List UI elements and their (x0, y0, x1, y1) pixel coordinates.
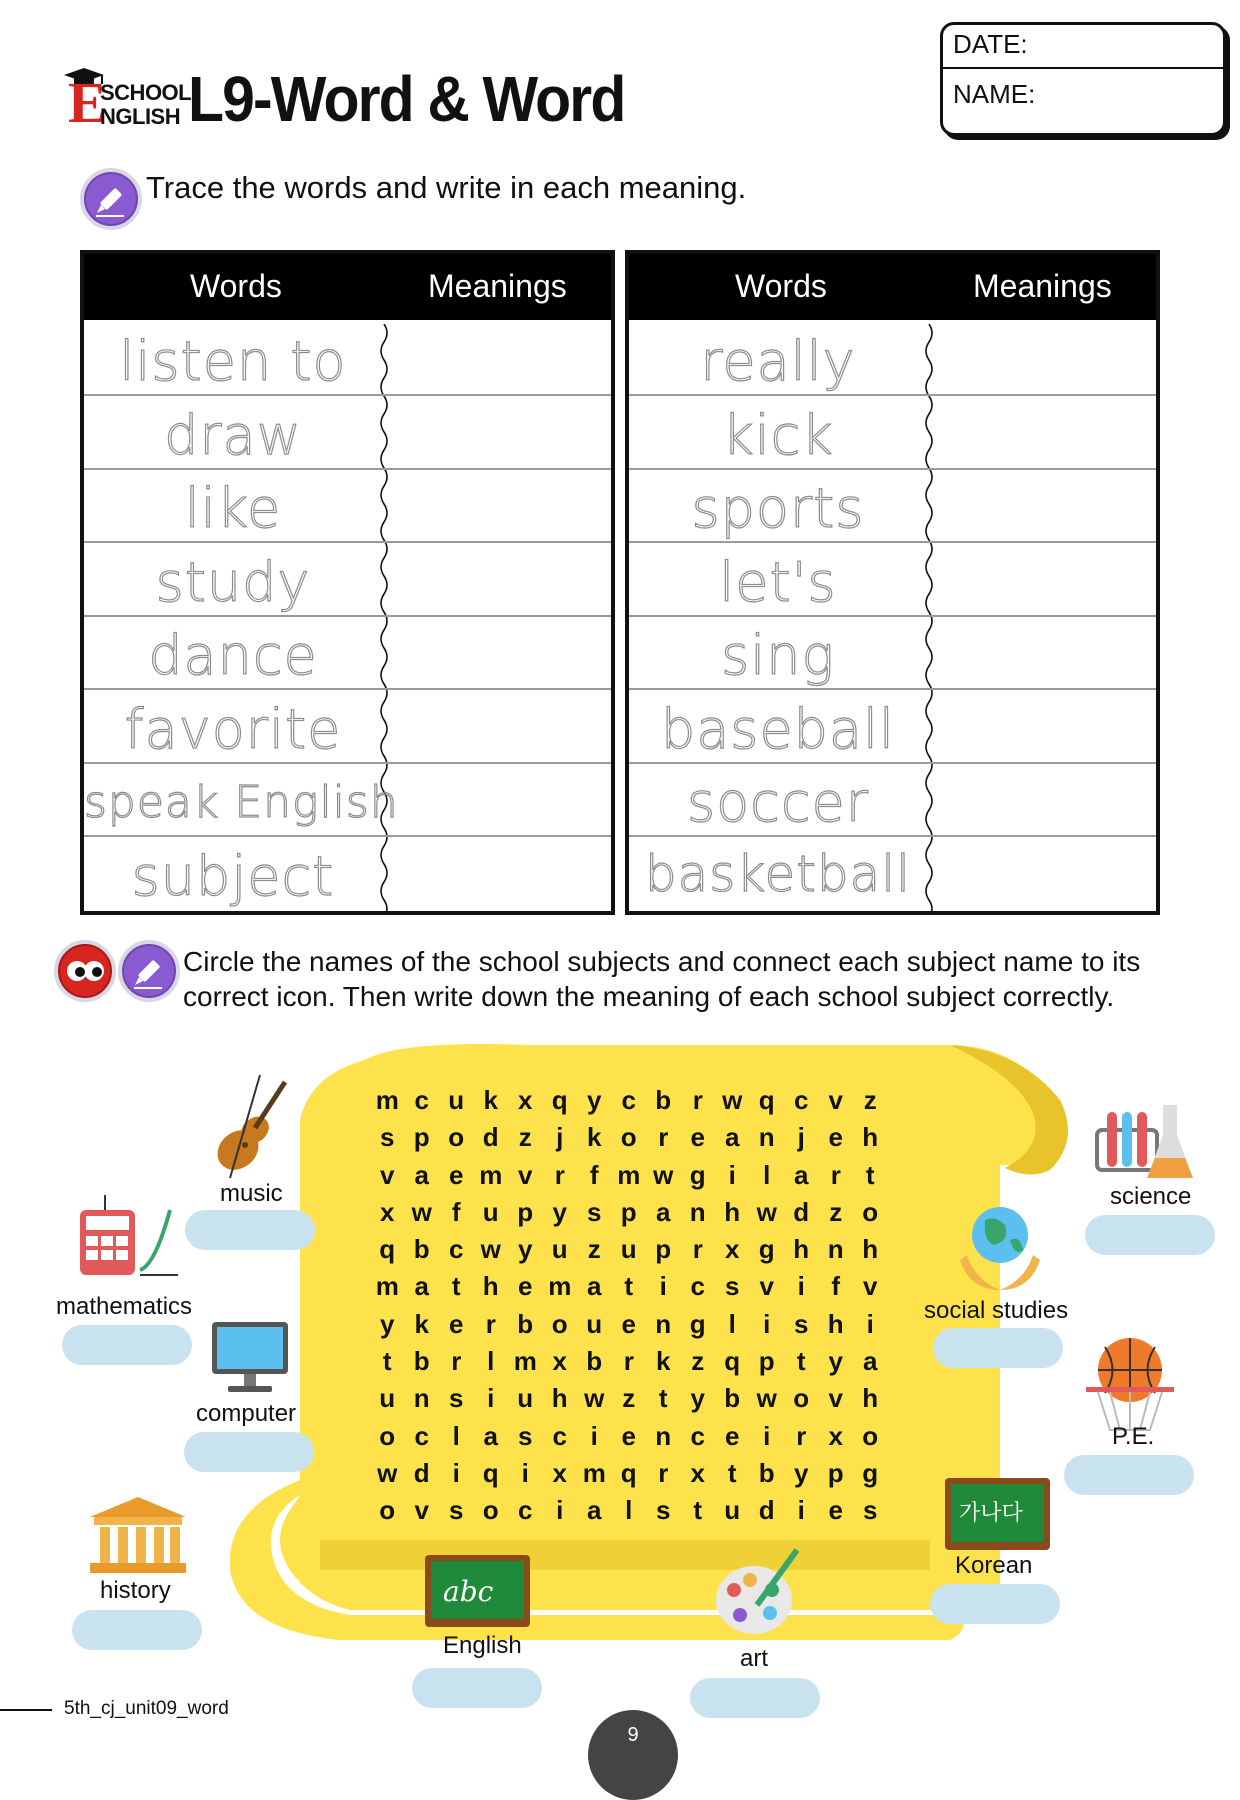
grid-letter[interactable]: r (692, 1085, 703, 1115)
grid-letter[interactable]: o (482, 1495, 499, 1526)
trace-word: draw (164, 403, 302, 467)
grid-letter[interactable]: p (413, 1122, 430, 1153)
trace-word: favorite (124, 697, 342, 761)
chalkboard-text-korean: 가나다 (959, 1501, 1023, 1526)
grid-letter[interactable]: t (796, 1346, 806, 1377)
trace-word: like (184, 477, 282, 540)
grid-letter[interactable]: r (658, 1457, 669, 1488)
trace-word: dance (148, 624, 318, 687)
grid-letter[interactable]: p (655, 1234, 672, 1265)
grid-letter[interactable]: c (414, 1420, 429, 1451)
grid-letter[interactable]: v (828, 1085, 843, 1115)
grid-letter[interactable]: b (586, 1346, 603, 1377)
answer-pill-social-studies[interactable] (933, 1328, 1063, 1368)
grid-letter[interactable]: y (828, 1346, 843, 1377)
grid-letter[interactable]: a (863, 1346, 878, 1377)
grid-letter[interactable]: b (655, 1085, 672, 1115)
grid-letter[interactable]: o (620, 1122, 637, 1153)
grid-letter[interactable]: r (658, 1122, 669, 1153)
grid-letter[interactable]: f (589, 1159, 599, 1190)
table-header (629, 254, 1156, 320)
grid-letter[interactable]: z (863, 1085, 877, 1115)
grid-letter[interactable]: j (556, 1122, 564, 1153)
subject-label-english: English (443, 1632, 522, 1659)
grid-letter[interactable]: u (379, 1383, 396, 1414)
subject-label-korean: Korean (955, 1552, 1033, 1579)
table-header (84, 254, 611, 320)
school-english-logo (58, 68, 192, 135)
grid-letter[interactable]: r (692, 1234, 703, 1265)
subject-label-art: art (740, 1645, 769, 1672)
grid-letter[interactable]: m (375, 1085, 399, 1115)
words-table-left (80, 250, 615, 915)
grid-letter[interactable]: s (380, 1122, 395, 1153)
grid-row (370, 1268, 888, 1305)
grid-letter[interactable]: v (518, 1159, 533, 1190)
grid-letter[interactable]: s (587, 1196, 602, 1227)
grid-letter[interactable]: t (658, 1383, 668, 1414)
page-number: 9 (588, 1710, 678, 1800)
grid-letter[interactable]: q (482, 1457, 499, 1488)
grid-letter[interactable]: x (725, 1234, 740, 1265)
answer-pill-science[interactable] (1085, 1215, 1215, 1255)
grid-letter[interactable]: w (756, 1196, 777, 1227)
table-row (84, 839, 611, 911)
grid-letter[interactable]: s (725, 1271, 740, 1302)
grid-letter[interactable]: e (621, 1308, 636, 1339)
trace-word: speak English (84, 777, 399, 828)
grid-letter[interactable]: b (758, 1457, 775, 1488)
grid-letter[interactable]: n (689, 1196, 706, 1227)
grid-row (370, 1157, 888, 1194)
grid-letter[interactable]: t (727, 1457, 737, 1488)
grid-letter[interactable]: w (584, 1383, 605, 1414)
table-row (629, 471, 1156, 543)
grid-letter[interactable]: d (482, 1122, 499, 1153)
answer-pill-english[interactable] (412, 1668, 542, 1708)
grid-letter[interactable]: z (518, 1122, 532, 1153)
table-row (629, 765, 1156, 837)
grid-letter[interactable]: i (556, 1495, 564, 1526)
grid-letter[interactable]: q (379, 1234, 396, 1265)
grid-letter[interactable]: o (793, 1383, 810, 1414)
grid-letter[interactable]: s (449, 1383, 464, 1414)
grid-letter[interactable]: i (866, 1308, 874, 1339)
grid-letter[interactable]: g (758, 1234, 775, 1265)
table-row (84, 324, 611, 396)
grid-letter[interactable]: q (758, 1085, 775, 1115)
footer-line (0, 1709, 52, 1711)
grid-letter[interactable]: t (865, 1159, 875, 1190)
grid-letter[interactable]: b (413, 1346, 430, 1377)
calculator-chart-icon (70, 1190, 180, 1290)
table-row (629, 692, 1156, 764)
grid-letter[interactable]: x (828, 1420, 843, 1451)
grid-letter[interactable]: w (756, 1383, 777, 1414)
grid-letter[interactable]: r (485, 1308, 496, 1339)
chalkboard-english-icon (425, 1555, 530, 1630)
grid-letter[interactable]: u (620, 1234, 637, 1265)
grid-letter[interactable]: w (722, 1085, 743, 1115)
grid-letter[interactable]: f (831, 1271, 841, 1302)
grid-letter[interactable]: v (863, 1271, 878, 1302)
grid-letter[interactable]: c (449, 1234, 464, 1265)
trace-word: let's (719, 550, 837, 614)
date-label: DATE: (953, 29, 1028, 59)
grid-letter[interactable]: e (828, 1122, 843, 1153)
grid-letter[interactable]: c (552, 1420, 567, 1451)
grid-letter[interactable]: h (862, 1122, 879, 1153)
grid-letter[interactable]: h (724, 1196, 741, 1227)
grid-row (370, 1082, 888, 1119)
grid-letter[interactable]: i (797, 1271, 805, 1302)
grid-letter[interactable]: v (414, 1495, 429, 1526)
grid-letter[interactable]: a (587, 1495, 602, 1526)
grid-letter[interactable]: e (449, 1159, 464, 1190)
table-row (629, 398, 1156, 470)
trace-word: soccer (687, 771, 869, 834)
answer-pill-history[interactable] (72, 1610, 202, 1650)
grid-letter[interactable]: z (691, 1346, 705, 1377)
grid-letter[interactable]: x (552, 1346, 567, 1377)
grid-letter[interactable]: z (829, 1196, 843, 1227)
col-meanings: Meanings (428, 268, 567, 304)
grid-letter[interactable]: p (758, 1346, 775, 1377)
grid-letter[interactable]: o (379, 1420, 396, 1451)
grid-letter[interactable]: x (518, 1085, 533, 1115)
grid-letter[interactable]: a (414, 1159, 429, 1190)
grid-letter[interactable]: p (620, 1196, 637, 1227)
trace-word: kick (722, 403, 834, 467)
grid-row (370, 1194, 888, 1231)
col-words: Words (190, 268, 282, 304)
grid-letter[interactable]: w (653, 1159, 674, 1190)
grid-letter[interactable]: c (690, 1271, 705, 1302)
grid-letter[interactable]: i (487, 1383, 495, 1414)
grid-letter[interactable]: d (793, 1196, 810, 1227)
table-row (629, 618, 1156, 690)
grid-letter[interactable]: s (656, 1495, 671, 1526)
grid-letter[interactable]: e (725, 1420, 740, 1451)
col-meanings: Meanings (973, 268, 1112, 304)
grid-row (370, 1119, 888, 1156)
grid-letter[interactable]: e (518, 1271, 533, 1302)
grid-letter[interactable]: a (483, 1420, 498, 1451)
grid-letter[interactable]: q (724, 1346, 741, 1377)
grid-letter[interactable]: h (862, 1383, 879, 1414)
grid-row (370, 1231, 888, 1268)
answer-pill-music[interactable] (185, 1210, 315, 1250)
grid-row (370, 1306, 888, 1343)
grid-letter[interactable]: t (624, 1271, 634, 1302)
grid-letter[interactable]: l (728, 1308, 736, 1339)
grid-letter[interactable]: h (551, 1383, 568, 1414)
grid-letter[interactable]: x (690, 1457, 705, 1488)
trace-word: study (155, 550, 311, 614)
grid-letter[interactable]: a (725, 1122, 740, 1153)
trace-word: sing (721, 624, 835, 687)
grid-letter[interactable]: o (551, 1308, 568, 1339)
grid-letter[interactable]: h (793, 1234, 810, 1265)
chalkboard-korean-icon (945, 1478, 1050, 1553)
section1-instruction: Trace the words and write in each meaning. (146, 170, 747, 205)
grid-letter[interactable]: l (625, 1495, 633, 1526)
grid-letter[interactable]: y (552, 1196, 567, 1227)
grid-letter[interactable]: o (448, 1122, 465, 1153)
paint-palette-icon (712, 1545, 802, 1640)
grid-letter[interactable]: i (763, 1308, 771, 1339)
grid-row (370, 1380, 888, 1417)
logo-line1: SCHOOL (100, 80, 192, 105)
subject-label-social-studies: social studies (924, 1297, 1069, 1324)
grid-letter[interactable]: a (794, 1159, 809, 1190)
footer-code: 5th_cj_unit09_word (64, 1698, 229, 1719)
pencil-write-icon (80, 168, 142, 230)
grid-letter[interactable]: g (689, 1308, 706, 1339)
logo-letter: E (68, 70, 107, 135)
grid-letter[interactable]: h (482, 1271, 499, 1302)
grid-letter[interactable]: c (690, 1420, 705, 1451)
grid-letter[interactable]: u (482, 1196, 499, 1227)
grid-letter[interactable]: i (590, 1420, 598, 1451)
grid-letter[interactable]: t (451, 1271, 461, 1302)
table-row (629, 545, 1156, 617)
violin-icon (200, 1070, 295, 1180)
grid-letter[interactable]: u (724, 1495, 741, 1526)
grid-letter[interactable]: s (863, 1495, 878, 1526)
subject-label-pe: P.E. (1112, 1423, 1155, 1450)
grid-letter[interactable]: m (582, 1457, 606, 1488)
chalkboard-text-english: abc (443, 1575, 494, 1608)
grid-letter[interactable]: q (620, 1457, 637, 1488)
grid-letter[interactable]: h (862, 1234, 879, 1265)
grid-letter[interactable]: y (518, 1234, 533, 1265)
grid-letter[interactable]: s (449, 1495, 464, 1526)
grid-letter[interactable]: f (451, 1196, 461, 1227)
grid-letter[interactable]: c (518, 1495, 533, 1526)
grid-letter[interactable]: i (728, 1159, 736, 1190)
grid-letter[interactable]: y (690, 1383, 705, 1414)
grid-letter[interactable]: b (724, 1383, 741, 1414)
date-name-divider (943, 67, 1223, 69)
grid-letter[interactable]: m (513, 1346, 537, 1377)
answer-pill-korean[interactable] (930, 1584, 1060, 1624)
grid-letter[interactable]: a (414, 1271, 429, 1302)
answer-pill-pe[interactable] (1064, 1455, 1194, 1495)
computer-icon (210, 1320, 290, 1400)
grid-letter[interactable]: t (693, 1495, 703, 1526)
grid-letter[interactable]: k (414, 1308, 429, 1339)
grid-letter[interactable]: l (452, 1420, 460, 1451)
word-search-grid (370, 1082, 888, 1530)
table-row (84, 692, 611, 764)
grid-letter[interactable]: g (689, 1159, 706, 1190)
grid-letter[interactable]: r (554, 1159, 565, 1190)
grid-letter[interactable]: t (382, 1346, 392, 1377)
grid-letter[interactable]: i (452, 1457, 460, 1488)
grid-letter[interactable]: v (380, 1159, 395, 1190)
grid-letter[interactable]: y (380, 1308, 395, 1339)
grid-letter[interactable]: x (380, 1196, 395, 1227)
grid-letter[interactable]: m (375, 1271, 399, 1302)
grid-letter[interactable]: d (758, 1495, 775, 1526)
table-row (84, 618, 611, 690)
subject-label-mathematics: mathematics (56, 1293, 193, 1320)
grid-letter[interactable]: z (622, 1383, 636, 1414)
grid-row (370, 1455, 888, 1492)
grid-letter[interactable]: y (794, 1457, 809, 1488)
grid-letter[interactable]: r (451, 1346, 462, 1377)
logo-line2: NGLISH (100, 104, 181, 129)
grid-letter[interactable]: q (551, 1085, 568, 1115)
grid-letter[interactable]: b (517, 1308, 534, 1339)
grid-letter[interactable]: n (827, 1234, 844, 1265)
grid-letter[interactable]: w (480, 1234, 501, 1265)
trace-word: really (700, 330, 856, 393)
table-row (84, 765, 611, 837)
test-tubes-flask-icon (1095, 1100, 1195, 1185)
subject-label-science: science (1110, 1183, 1192, 1210)
grid-letter[interactable]: d (413, 1457, 430, 1488)
eyes-look-icon (54, 940, 116, 1002)
table-row (629, 839, 1156, 911)
grid-letter[interactable]: v (828, 1383, 843, 1414)
grid-letter[interactable]: r (623, 1346, 634, 1377)
grid-row (370, 1343, 888, 1380)
grid-letter[interactable]: c (794, 1085, 809, 1115)
grid-letter[interactable]: a (656, 1196, 671, 1227)
grid-letter[interactable]: z (587, 1234, 601, 1265)
grid-letter[interactable]: c (621, 1085, 636, 1115)
museum-building-icon (88, 1495, 188, 1575)
grid-letter[interactable]: h (827, 1308, 844, 1339)
grid-letter[interactable]: i (521, 1457, 529, 1488)
grid-letter[interactable]: n (758, 1122, 775, 1153)
trace-word: listen to (119, 330, 347, 393)
grid-letter[interactable]: o (862, 1420, 879, 1451)
grid-letter[interactable]: u (517, 1383, 534, 1414)
grid-letter[interactable]: k (656, 1346, 671, 1377)
grid-letter[interactable]: v (759, 1271, 774, 1302)
grid-letter[interactable]: n (655, 1420, 672, 1451)
answer-pill-computer[interactable] (184, 1432, 314, 1472)
trace-word: sports (691, 477, 865, 540)
grid-letter[interactable]: m (548, 1271, 572, 1302)
grid-letter[interactable]: a (587, 1271, 602, 1302)
grid-row (370, 1492, 888, 1529)
grid-letter[interactable]: u (551, 1234, 568, 1265)
grid-letter[interactable]: j (797, 1122, 805, 1153)
grid-letter[interactable]: m (479, 1159, 503, 1190)
words-table-right (625, 250, 1160, 915)
grid-letter[interactable]: o (379, 1495, 396, 1526)
grid-letter[interactable]: w (411, 1196, 432, 1227)
grid-letter[interactable]: i (659, 1271, 667, 1302)
grid-letter[interactable]: n (655, 1308, 672, 1339)
date-name-box (940, 22, 1226, 136)
grid-row (370, 1418, 888, 1455)
grid-letter[interactable]: u (448, 1085, 465, 1115)
subject-label-history: history (100, 1577, 171, 1604)
grid-letter[interactable]: g (862, 1457, 879, 1488)
grid-letter[interactable]: c (414, 1085, 429, 1115)
grid-letter[interactable]: o (862, 1196, 879, 1227)
subject-label-computer: computer (196, 1400, 297, 1427)
grid-letter[interactable]: l (763, 1159, 771, 1190)
grid-letter[interactable]: k (587, 1122, 602, 1153)
answer-pill-mathematics[interactable] (62, 1325, 192, 1365)
basketball-hoop-icon (1080, 1335, 1180, 1435)
grid-letter[interactable]: u (586, 1308, 603, 1339)
table-row (84, 545, 611, 617)
table-row (84, 471, 611, 543)
pencil-write-icon (118, 940, 180, 1002)
grid-letter[interactable]: m (617, 1159, 641, 1190)
section2-instruction: Circle the names of the school subjects and connect each subject name to its correct icon. Then write down the meaning of each school subject correctly. (183, 946, 1141, 1012)
trace-word: subject (131, 844, 335, 908)
trace-word: baseball (660, 697, 896, 761)
grid-letter[interactable]: e (449, 1308, 464, 1339)
grid-letter[interactable]: n (413, 1383, 430, 1414)
grid-letter[interactable]: b (413, 1234, 430, 1265)
grid-letter[interactable]: l (487, 1346, 495, 1377)
page-title: L9-Word & Word (188, 63, 625, 135)
grid-letter[interactable]: i (797, 1495, 805, 1526)
grid-letter[interactable]: i (763, 1420, 771, 1451)
col-words: Words (735, 268, 827, 304)
grid-letter[interactable]: r (796, 1420, 807, 1451)
name-label: NAME: (953, 79, 1036, 109)
grid-letter[interactable]: w (377, 1457, 398, 1488)
trace-word: basketball (644, 844, 912, 903)
globe-hands-icon (955, 1205, 1045, 1295)
grid-letter[interactable]: y (587, 1085, 602, 1115)
grid-letter[interactable]: r (830, 1159, 841, 1190)
grid-letter[interactable]: e (621, 1420, 636, 1451)
grid-letter[interactable]: s (518, 1420, 533, 1451)
table-row (629, 324, 1156, 396)
grid-letter[interactable]: x (552, 1457, 567, 1488)
grid-letter[interactable]: k (483, 1085, 498, 1115)
subject-label-music: music (220, 1180, 283, 1207)
table-row (84, 398, 611, 470)
grid-letter[interactable]: p (827, 1457, 844, 1488)
grid-letter[interactable]: p (517, 1196, 534, 1227)
grid-letter[interactable]: e (828, 1495, 843, 1526)
answer-pill-art[interactable] (690, 1678, 820, 1718)
grid-letter[interactable]: e (690, 1122, 705, 1153)
grid-letter[interactable]: s (794, 1308, 809, 1339)
